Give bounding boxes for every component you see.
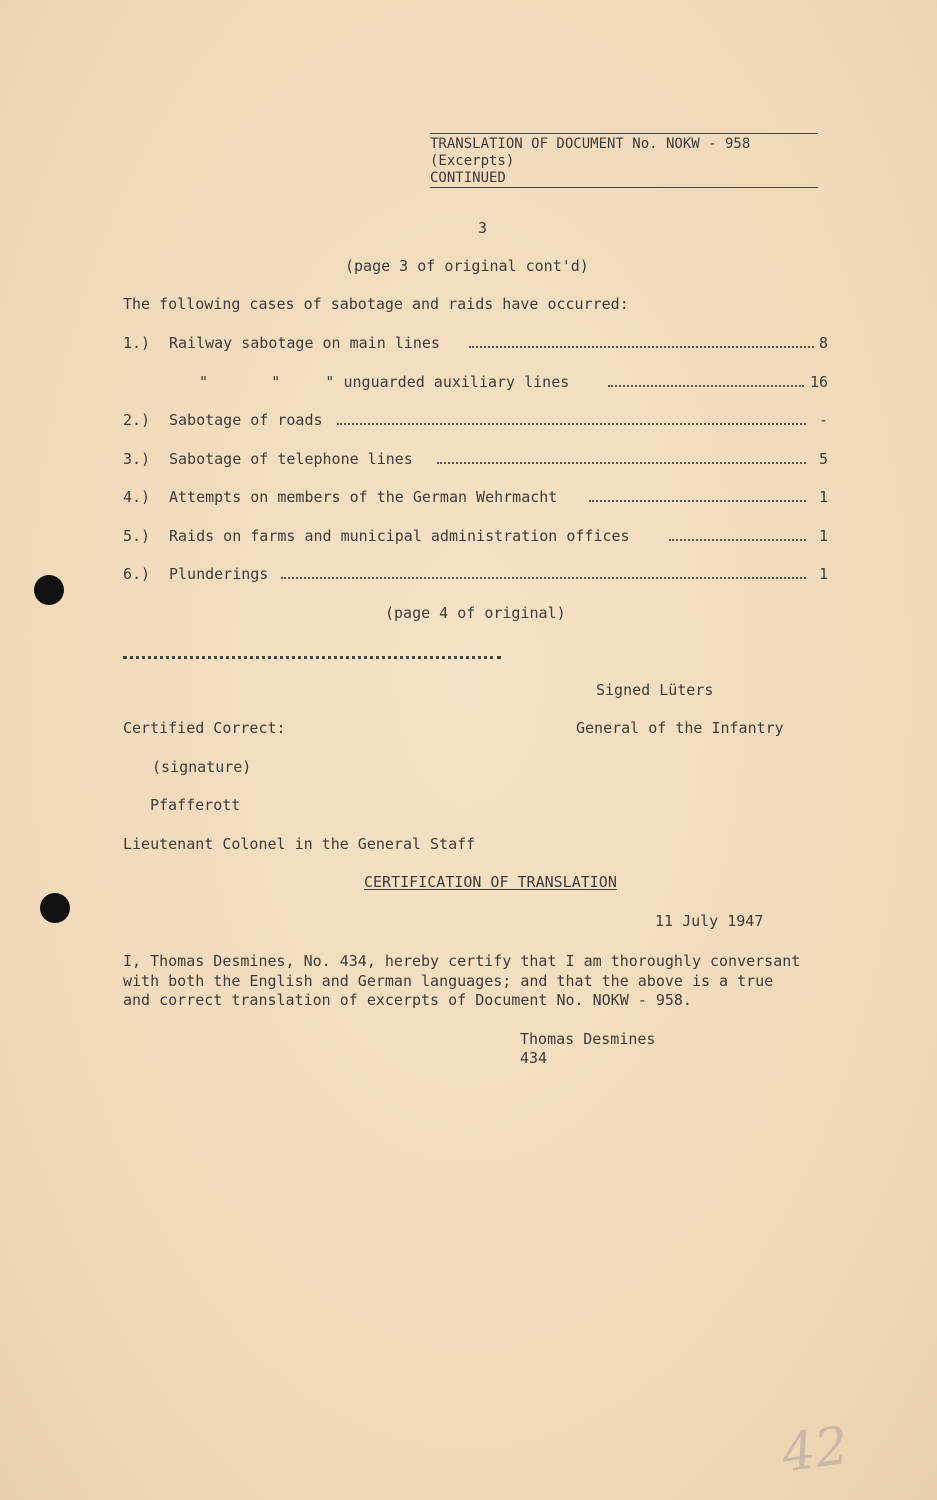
pencil-page-mark: 42 <box>778 1415 853 1485</box>
list-item <box>123 411 828 431</box>
leader-dots <box>669 537 806 541</box>
leader-dots <box>437 460 806 464</box>
certified-correct: Certified Correct: <box>123 719 286 737</box>
page-number: 3 <box>478 219 488 237</box>
list-item <box>123 565 828 585</box>
list-item <box>123 450 828 470</box>
list-item <box>123 527 828 547</box>
general-title: General of the Infantry <box>576 719 784 737</box>
signature-placeholder: (signature) <box>152 758 252 776</box>
leader-dots <box>589 498 806 502</box>
leader-dots <box>608 383 804 387</box>
page-note-top: (page 3 of original cont'd) <box>345 257 589 275</box>
item-value: 1 <box>818 565 828 583</box>
page-note-bottom: (page 4 of original) <box>385 604 566 622</box>
certifier-name: Pfafferott <box>150 796 241 814</box>
header-title: TRANSLATION OF DOCUMENT No. NOKW - 958 <box>430 136 751 152</box>
certification-line: I, Thomas Desmines, No. 434, hereby certify that I am thoroughly conversant <box>123 952 801 970</box>
item-number: 5.) <box>123 527 151 545</box>
document-header <box>430 133 818 188</box>
leader-dots <box>281 575 806 579</box>
punch-hole <box>34 575 64 605</box>
certification-text <box>123 952 853 1011</box>
item-label: Raids on farms and municipal administration offices <box>169 527 630 545</box>
header-excerpts: (Excerpts) <box>430 153 515 169</box>
item-value: 1 <box>818 488 828 506</box>
header-continued: CONTINUED <box>430 170 506 186</box>
signed-name: Signed Lüters <box>596 681 714 699</box>
translator-name: Thomas Desmines <box>520 1030 656 1048</box>
certifier-rank: Lieutenant Colonel in the General Staff <box>123 835 476 853</box>
list-item <box>123 373 828 393</box>
list-item <box>123 334 828 354</box>
item-number: 2.) <box>123 411 151 429</box>
item-number: 6.) <box>123 565 151 583</box>
certification-line: with both the English and German languages; and that the above is a true <box>123 971 774 990</box>
certification-date: 11 July 1947 <box>655 912 764 930</box>
item-value: 16 <box>809 373 828 391</box>
item-label: Sabotage of telephone lines <box>169 450 413 468</box>
item-number: 4.) <box>123 488 151 506</box>
item-number: 3.) <box>123 450 151 468</box>
punch-hole <box>40 893 70 923</box>
item-label: Plunderings <box>169 565 269 583</box>
item-value: 1 <box>818 527 828 545</box>
item-label: Railway sabotage on main lines <box>169 334 440 352</box>
item-label: Attempts on members of the German Wehrmacht <box>169 488 558 506</box>
item-number: 1.) <box>123 334 151 352</box>
item-value: 5 <box>818 450 828 468</box>
item-value: - <box>818 411 828 429</box>
translator-number: 434 <box>520 1049 548 1067</box>
certification-heading: CERTIFICATION OF TRANSLATION <box>364 873 617 891</box>
intro-text: The following cases of sabotage and raids have occurred: <box>123 295 629 313</box>
item-value: 8 <box>818 334 828 352</box>
omission-dots <box>123 652 501 659</box>
list-item <box>123 488 828 508</box>
certification-line: and correct translation of excerpts of Document No. NOKW - 958. <box>123 991 692 1009</box>
leader-dots <box>337 421 806 425</box>
item-label: " " " unguarded auxiliary lines <box>199 373 570 391</box>
item-label: Sabotage of roads <box>169 411 323 429</box>
leader-dots <box>469 344 814 348</box>
